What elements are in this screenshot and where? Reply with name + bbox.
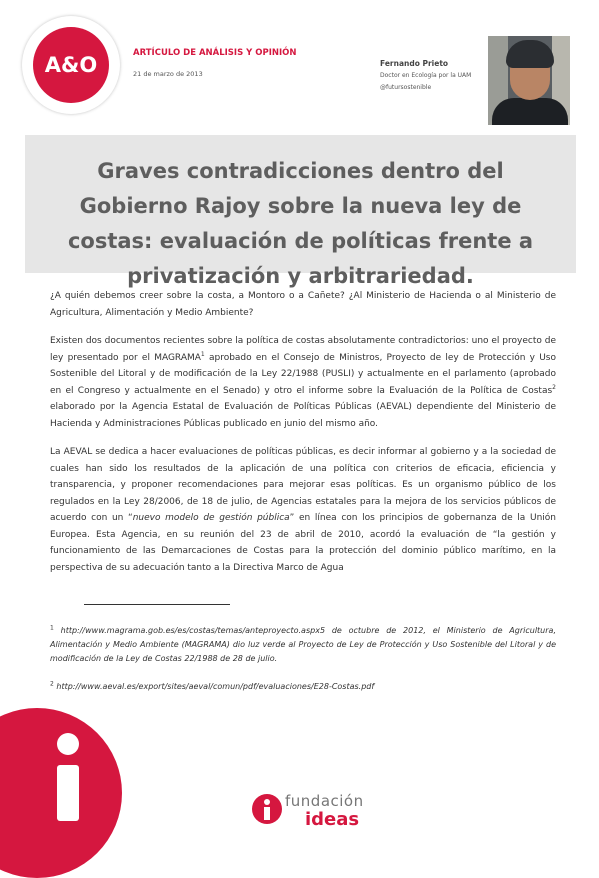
paragraph-3 [50,444,556,576]
ao-logo [22,16,120,114]
paragraph-2-part-b: aprobado en el Consejo de Ministros, Proyecto de ley de Protección y Uso Sostenible del Litoral y de modificación de la Ley 22/1988 (PUSLI) y actualmente en el parlamento (aprobado en el Congreso y actualmente en el Senado) y otro el informe sobre la Evaluación de la Política de Costas [50,352,556,396]
publication-date: 21 de marzo de 2013 [133,70,203,78]
footnote-2-number: 2 [50,680,54,688]
section-label: ARTÍCULO DE ANÁLISIS Y OPINIÓN [133,48,297,58]
footnotes [50,624,556,708]
article-body [50,288,556,588]
ao-logo-disc [33,27,109,103]
ideas-i-small-icon [252,794,282,824]
i-dot [57,733,79,755]
title-box [25,135,576,288]
ao-logo-text: A&O [44,53,98,77]
footnote-divider [84,604,230,605]
footnote-1-link[interactable]: http://www.magrama.gob.es/es/costas/temas/anteproyecto.aspx5 de octubre de 2012, el Ministerio de Agricultura, Alimentación y Medio Ambiente (MAGRAMA) dio luz verde al Proyecto de Ley de Protección y Uso Sostenible del Litoral y de modificación de la Ley de Costas 22/1988 de 28 de julio. [50,626,556,663]
paragraph-3-part-b: ” en línea con los principios de gobernanza de la Unión Europea. Esta Agencia, en su reunión del 23 de abril de 2010, acordó la evaluación de “la gestión y funcionamiento de las Demarcaciones de Costas para la protección del dominio público marítimo, en la perspectiva de su adecuación tanto a la Directiva Marco de Agua [50,513,556,573]
footnote-2-link[interactable]: http://www.aeval.es/export/sites/aeval/comun/pdf/evaluaciones/E28-Costas.pdf [53,682,375,691]
paragraph-2-part-c: elaborado por la Agencia Estatal de Evaluación de Políticas Públicas (AEVAL) dependiente del Ministerio de Hacienda y Administraciones Públicas publicado en junio del mismo año. [50,402,556,429]
article-title: Graves contradicciones dentro del Gobierno Rajoy sobre la nueva ley de costas: evaluación de políticas frente a privatización y arbitrariedad. [67,159,534,288]
footnote-ref-1: 1 [200,350,205,358]
brand-i-stem [264,807,270,820]
footnote-ref-2: 2 [552,383,556,391]
paragraph-2-part-a: Existen dos documentos recientes sobre la política de costas absolutamente contradictorios: uno el proyecto de ley presentado por el MAGRAMA [50,336,556,363]
ideas-i-logo-icon [0,708,122,878]
fundacion-ideas-logo [252,790,402,832]
author-photo [488,36,570,125]
footnote-2 [50,680,556,694]
paragraph-3-emphasis: nuevo modelo de gestión pública [132,513,290,523]
footnote-1-number: 1 [50,624,54,632]
photo-hair [506,40,554,68]
paragraph-1: ¿A quién debemos creer sobre la costa, a Montoro o a Cañete? ¿Al Ministerio de Hacienda o al Ministerio de Agricultura, Alimentación y Medio Ambiente? [50,291,556,318]
footnote-1 [50,624,556,666]
brand-word-fundacion: fundación [285,792,364,810]
brand-word-ideas: ideas [305,809,360,830]
author-name: Fernando Prieto [380,59,449,68]
photo-shirt [492,98,568,125]
paragraph-2 [50,333,556,432]
paragraph-3-part-a: La AEVAL se dedica a hacer evaluaciones de políticas públicas, es decir informar al gobierno y a la sociedad de cuales han sido los resultados de la aplicación de una política con criterios de eficacia, eficiencia y transparencia, y proponer recomendaciones para mejorar esas políticas. Es un organismo público de los regulados en la Ley 28/2006, de 18 de julio, de Agencias estatales para la mejora de los servicios públicos de acuerdo con un “ [50,447,556,523]
brand-i-dot [264,799,270,805]
author-handle: @futursostenible [380,84,432,91]
author-block [380,58,484,94]
i-stem [57,765,79,821]
author-role: Doctor en Ecología por la UAM [380,72,472,79]
